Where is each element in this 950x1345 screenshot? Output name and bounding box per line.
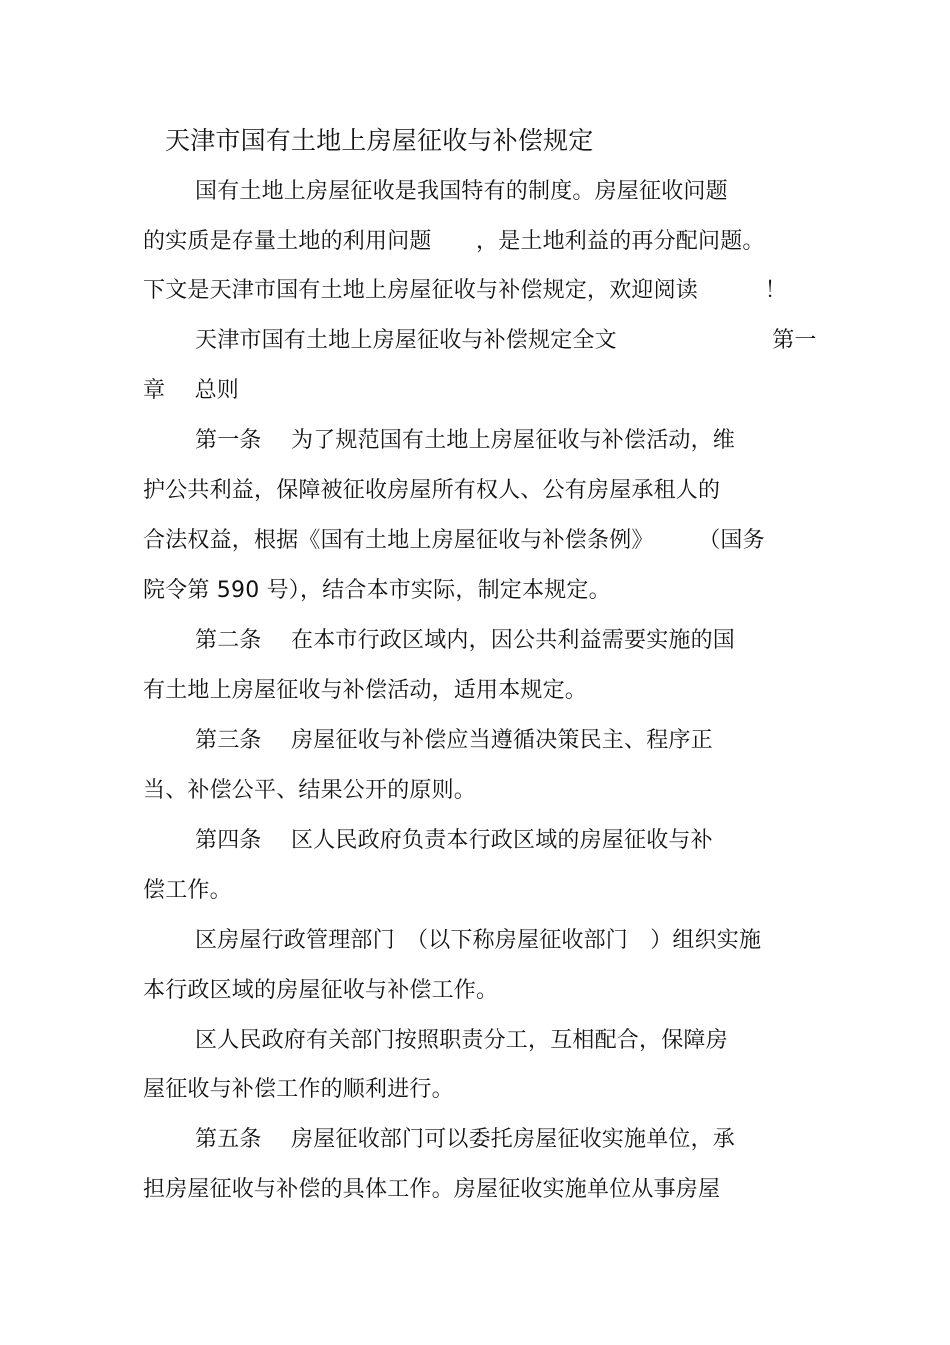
paragraph-line: 区人民政府有关部门按照职责分工，互相配合，保障房 bbox=[195, 1028, 728, 1053]
paragraph-line: 第一条 为了规范国有土地上房屋征收与补偿活动，维 bbox=[195, 428, 735, 453]
paragraph-line: 第五条 房屋征收部门可以委托房屋征收实施单位，承 bbox=[195, 1127, 735, 1152]
paragraph-line: 当、补偿公平、结果公开的原则。 bbox=[143, 778, 477, 803]
paragraph-line: 天津市国有土地上房屋征收与补偿规定全文 第一 bbox=[195, 328, 817, 353]
paragraph-line: 院令第 590 号），结合本市实际，制定本规定。 bbox=[143, 578, 611, 603]
paragraph-line: 区房屋行政管理部门 （以下称房屋征收部门 ）组织实施 bbox=[195, 928, 762, 953]
paragraph-line: 国有土地上房屋征收是我国特有的制度。房屋征收问题 bbox=[195, 179, 728, 204]
paragraph-line: 偿工作。 bbox=[143, 878, 232, 903]
paragraph-line: 本行政区域的房屋征收与补偿工作。 bbox=[143, 978, 499, 1003]
paragraph-line: 屋征收与补偿工作的顺利进行。 bbox=[143, 1077, 454, 1102]
paragraph-line: 第四条 区人民政府负责本行政区域的房屋征收与补 bbox=[195, 828, 713, 853]
paragraph-line: 章 总则 bbox=[143, 378, 239, 403]
paragraph-line: 合法权益，根据《国有土地上房屋征收与补偿条例》 （国务 bbox=[143, 528, 765, 553]
paragraph-line: 护公共利益，保障被征收房屋所有权人、公有房屋承租人的 bbox=[143, 478, 721, 503]
paragraph-line: 有土地上房屋征收与补偿活动，适用本规定。 bbox=[143, 678, 588, 703]
document-title: 天津市国有土地上房屋征收与补偿规定 bbox=[165, 126, 594, 155]
paragraph-line: 下文是天津市国有土地上房屋征收与补偿规定，欢迎阅读 ！ bbox=[143, 278, 787, 303]
paragraph-line: 第二条 在本市行政区域内，因公共利益需要实施的国 bbox=[195, 628, 735, 653]
paragraph-line: 担房屋征收与补偿的具体工作。房屋征收实施单位从事房屋 bbox=[143, 1177, 721, 1202]
paragraph-line: 的实质是存量土地的利用问题 ，是土地利益的再分配问题。 bbox=[143, 229, 765, 254]
paragraph-line: 第三条 房屋征收与补偿应当遵循决策民主、程序正 bbox=[195, 728, 713, 753]
